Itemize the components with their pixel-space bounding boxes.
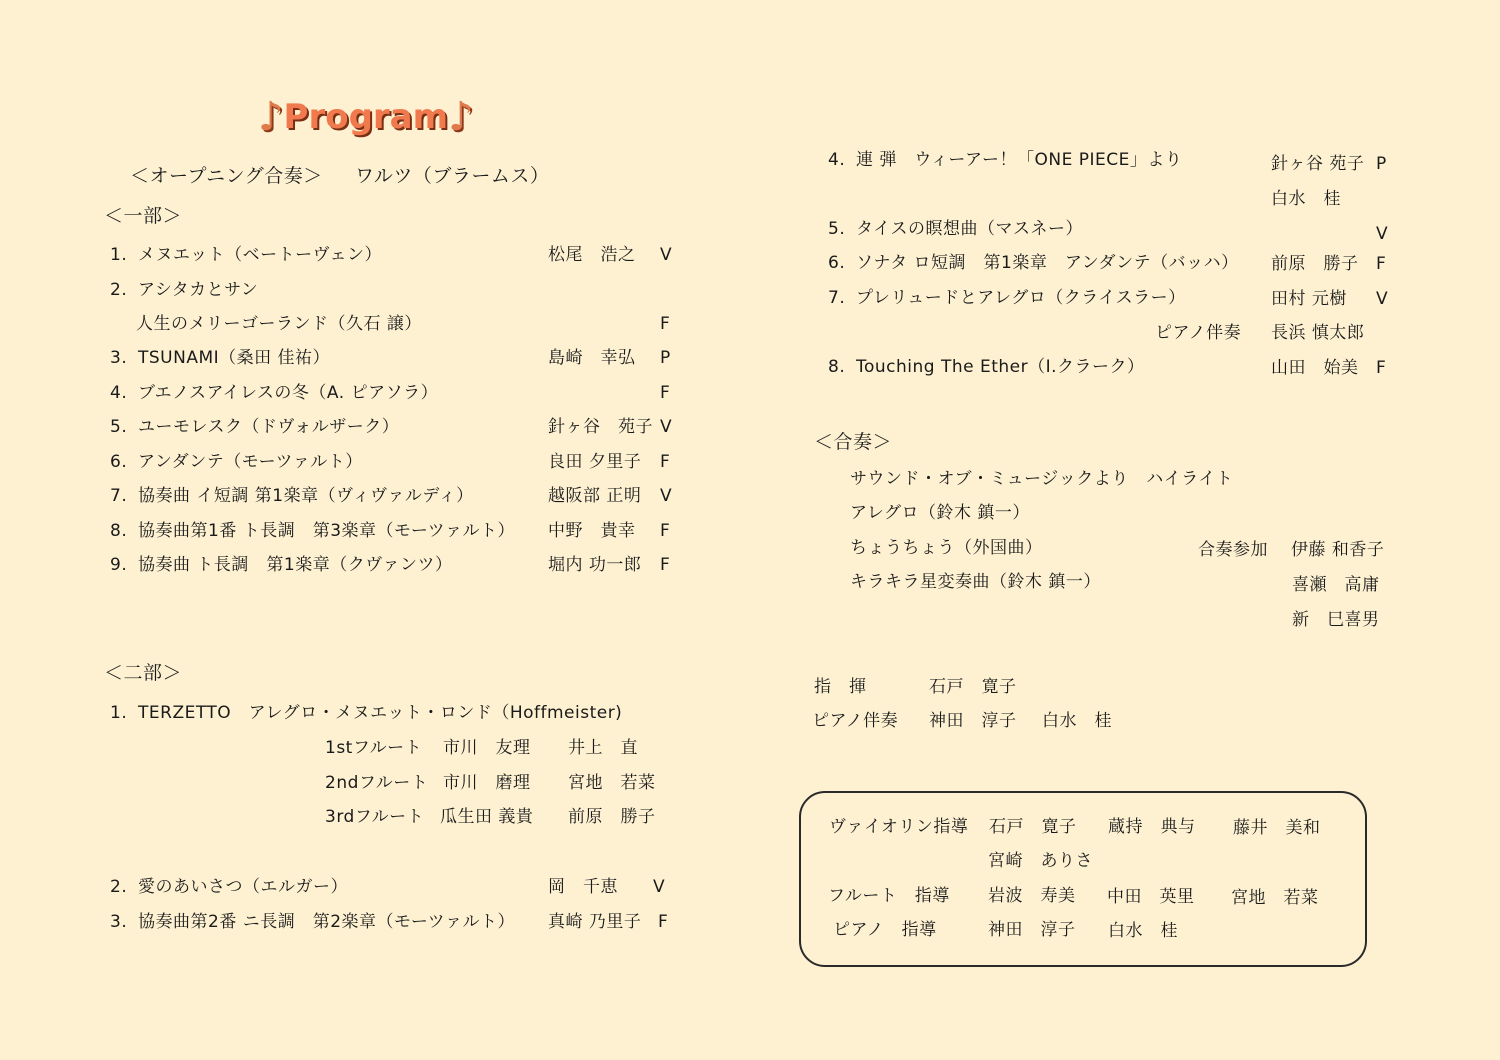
- piano-accompaniment-label: ピアノ伴奏: [812, 711, 899, 731]
- item-instrument: P: [1376, 154, 1387, 174]
- pianist-name: 白水 桂: [1042, 711, 1112, 731]
- item-title: メヌエット（ベートーヴェン）: [138, 245, 382, 265]
- item-title: プレリュードとアレグロ（クライスラー）: [856, 288, 1186, 308]
- item-number: 1.: [110, 245, 128, 265]
- teacher-name: 石戸 寛子: [989, 817, 1077, 837]
- flute-player: 市川 磨理: [443, 773, 531, 793]
- item-title: ユーモレスク（ドヴォルザーク）: [138, 417, 400, 437]
- item-title: ソナタ ロ短調 第1楽章 アンダンテ（バッハ）: [856, 253, 1239, 273]
- item-instrument: V: [660, 245, 673, 265]
- music-note-icon: ♪: [258, 94, 284, 140]
- item-performer: 針ヶ谷 苑子: [548, 417, 653, 437]
- ensemble-participant: 伊藤 和香子: [1291, 540, 1385, 560]
- ensemble-piece: アレグロ（鈴木 鎮一）: [850, 503, 1030, 523]
- item-title: 連 弾 ウィーアー！「ONE PIECE」より: [856, 150, 1183, 170]
- teacher-name: 神田 淳子: [988, 920, 1076, 940]
- ensemble-piece: ちょうちょう（外国曲）: [850, 538, 1043, 558]
- item-number: 6.: [110, 452, 128, 472]
- part1-heading: ＜一部＞: [104, 205, 183, 227]
- item-number: 2.: [110, 280, 128, 300]
- ensemble-piece: サウンド・オブ・ミュージックより ハイライト: [850, 469, 1234, 489]
- conductor-name: 石戸 寛子: [929, 677, 1017, 697]
- item-number: 9.: [110, 555, 128, 575]
- opening-piece: ワルツ（ブラームス）: [355, 165, 550, 187]
- item-title: 協奏曲 イ短調 第1楽章（ヴィヴァルディ）: [138, 486, 474, 506]
- item-title: 愛のあいさつ（エルガー）: [138, 877, 348, 897]
- ensemble-participant: 喜瀬 高庸: [1292, 575, 1380, 595]
- teacher-name: 岩波 寿美: [988, 886, 1076, 906]
- title-text: Program: [283, 97, 449, 137]
- item-instrument: P: [660, 348, 671, 368]
- teacher-name: 藤井 美和: [1233, 818, 1321, 838]
- item-number: 5.: [828, 219, 846, 239]
- item-performer: 中野 貴幸: [548, 521, 636, 541]
- violin-teachers-label: ヴァイオリン指導: [829, 817, 969, 837]
- item-number: 4.: [110, 383, 128, 403]
- item-title: TERZETTO アレグロ・メヌエット・ロンド（Hoffmeister): [138, 703, 623, 723]
- flute-part: 2ndフルート: [325, 773, 429, 793]
- item-title: アシタカとサン: [138, 280, 259, 300]
- item-performer: 良田 夕里子: [548, 452, 642, 472]
- item-title: 協奏曲 ト長調 第1楽章（クヴァンツ）: [138, 555, 453, 575]
- item-performer: 長浜 慎太郎: [1271, 323, 1365, 343]
- part2-heading: ＜二部＞: [104, 662, 183, 684]
- item-instrument: F: [660, 555, 671, 575]
- flute-part: 1stフルート: [325, 738, 423, 758]
- item-performer: 山田 始美: [1271, 358, 1359, 378]
- conductor-label: 指 揮: [814, 677, 867, 697]
- ensemble-piece: キラキラ星変奏曲（鈴木 鎮一）: [850, 572, 1101, 592]
- item-performer: 針ヶ谷 苑子: [1271, 154, 1365, 174]
- ensemble-participant: 新 巳喜男: [1292, 610, 1380, 630]
- item-number: 4.: [828, 150, 846, 170]
- item-performer: 白水 桂: [1271, 189, 1341, 209]
- item-performer: 越阪部 正明: [548, 486, 642, 506]
- opening-label: ＜オープニング合奏＞: [130, 165, 323, 187]
- item-performer: 田村 元樹: [1271, 289, 1347, 309]
- item-instrument: F: [1376, 358, 1387, 378]
- item-performer: 松尾 浩之: [548, 245, 636, 265]
- item-title: Touching The Ether（I.クラーク）: [856, 357, 1145, 377]
- item-title: 協奏曲第1番 ト長調 第3楽章（モーツァルト）: [138, 521, 516, 541]
- flute-player: 瓜生田 義貴: [440, 807, 534, 827]
- item-number: 2.: [110, 877, 128, 897]
- item-number: 8.: [828, 357, 846, 377]
- ensemble-participants-label: 合奏参加: [1198, 540, 1268, 560]
- flute-player: 市川 友理: [443, 738, 531, 758]
- item-title: ブエノスアイレスの冬（A. ピアソラ）: [138, 383, 439, 403]
- ensemble-heading: ＜合奏＞: [814, 431, 893, 453]
- item-performer: 真崎 乃里子: [548, 912, 642, 932]
- item-instrument: V: [660, 486, 673, 506]
- item-title: 人生のメリーゴーランド（久石 譲）: [136, 314, 422, 334]
- teacher-name: 宮地 若菜: [1231, 888, 1319, 908]
- item-title: 協奏曲第2番 ニ長調 第2楽章（モーツァルト）: [138, 912, 516, 932]
- item-instrument: V: [1376, 224, 1389, 244]
- item-number: 3.: [110, 912, 128, 932]
- item-title: TSUNAMI（桑田 佳祐）: [138, 348, 331, 368]
- flute-teachers-label: フルート 指導: [828, 886, 950, 906]
- item-performer: 前原 勝子: [1271, 254, 1359, 274]
- program-title: [258, 92, 474, 142]
- teacher-name: 白水 桂: [1108, 921, 1178, 941]
- flute-player: 前原 勝子: [568, 807, 656, 827]
- item-number: 1.: [110, 703, 128, 723]
- item-title: タイスの瞑想曲（マスネー）: [856, 219, 1083, 239]
- item-performer: 島崎 幸弘: [548, 348, 636, 368]
- teacher-name: 宮崎 ありさ: [988, 851, 1093, 871]
- item-instrument: F: [660, 383, 671, 403]
- item-number: 6.: [828, 253, 846, 273]
- item-number: 8.: [110, 521, 128, 541]
- item-number: 7.: [828, 288, 846, 308]
- item-instrument: V: [1376, 289, 1389, 309]
- item-instrument: F: [660, 452, 671, 472]
- item-number: 5.: [110, 417, 128, 437]
- flute-player: 井上 直: [568, 738, 638, 758]
- item-title: アンダンテ（モーツァルト）: [138, 452, 363, 472]
- item-instrument: F: [660, 314, 671, 334]
- item-number: 7.: [110, 486, 128, 506]
- teacher-name: 蔵持 典与: [1108, 817, 1196, 837]
- item-instrument: F: [660, 521, 671, 541]
- item-performer: 岡 千恵: [548, 877, 618, 897]
- teacher-name: 中田 英里: [1107, 887, 1195, 907]
- item-instrument: V: [660, 417, 673, 437]
- pianist-name: 神田 淳子: [929, 711, 1017, 731]
- music-note-icon: ♪: [448, 94, 474, 140]
- flute-player: 宮地 若菜: [568, 773, 656, 793]
- flute-part: 3rdフルート: [325, 807, 425, 827]
- item-instrument: F: [1376, 254, 1387, 274]
- piano-teachers-label: ピアノ 指導: [833, 920, 937, 940]
- item-number: 3.: [110, 348, 128, 368]
- item-instrument: V: [653, 877, 666, 897]
- accompaniment-label: ピアノ伴奏: [1155, 323, 1242, 343]
- item-performer: 堀内 功一郎: [548, 555, 642, 575]
- item-instrument: F: [658, 912, 669, 932]
